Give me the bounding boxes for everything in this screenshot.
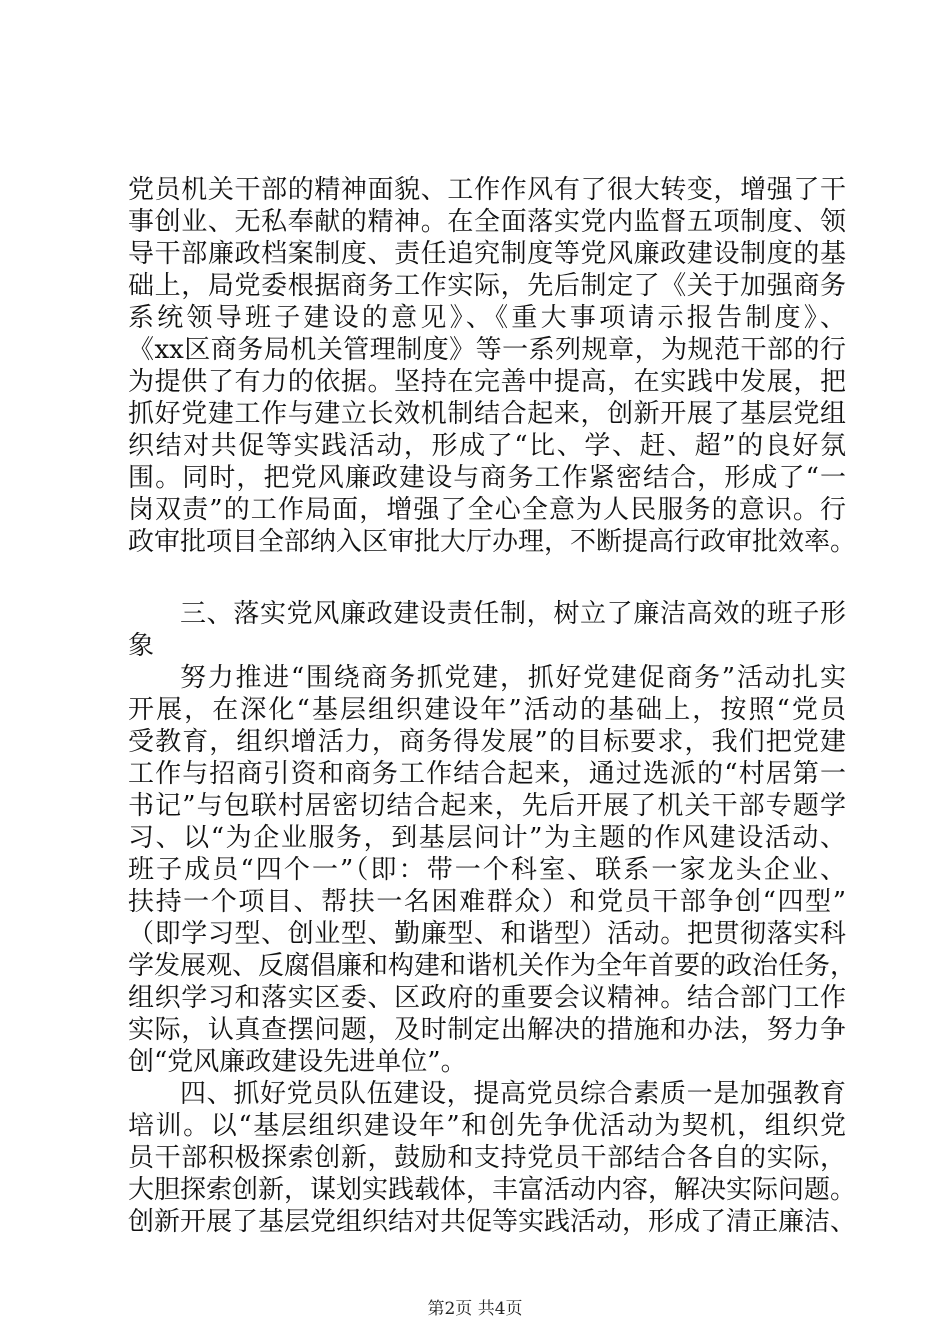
section-heading-three [128,598,846,662]
text-line: 扶持一个项目、帮扶一名困难群众）和党员干部争创“四型” [128,887,846,917]
text-line: 创新开展了基层党组织结对共促等实践活动，形成了清正廉洁、 [128,1207,857,1237]
text-line: 开展，在深化“基层组织建设年”活动的基础上，按照“党员 [128,695,846,725]
text-line: 为提供了有力的依据。坚持在完善中提高，在实践中发展，把 [128,367,846,397]
text-line: 书记”与包联村居密切结合起来，先后开展了机关干部专题学 [128,791,846,821]
text-line: 员干部积极探索创新，鼓励和支持党员干部结合各自的实际， [128,1143,846,1173]
paragraph-section-three [128,662,857,1078]
text-line: 习、以“为企业服务，到基层问计”为主题的作风建设活动、 [128,823,846,853]
text-line: 受教育，组织增活力，商务得发展”的目标要求，我们把党建 [128,727,846,757]
text-line: 党员机关干部的精神面貌、工作作风有了很大转变，增强了干 [128,175,846,205]
page-number-label: 第2页 共4页 [427,1299,523,1319]
text-line: 创“党风廉政建设先进单位”。 [128,1047,467,1077]
text-line: （即学习型、创业型、勤廉型、和谐型）活动。把贯彻落实科 [128,919,846,949]
text-line: 学发展观、反腐倡廉和构建和谐机关作为全年首要的政治任务， [128,951,857,981]
text-line: 事创业、无私奉献的精神。在全面落实党内监督五项制度、领 [128,207,846,237]
page-footer [0,1298,950,1320]
document-body [128,174,857,1238]
text-line: 础上，局党委根据商务工作实际，先后制定了《关于加强商务 [128,271,846,301]
heading-line: 三、落实党风廉政建设责任制，树立了廉洁高效的班子形 [180,599,846,629]
text-line: 组织学习和落实区委、区政府的重要会议精神。结合部门工作 [128,983,846,1013]
text-line: 大胆探索创新，谋划实践载体，丰富活动内容，解决实际问题。 [128,1175,857,1205]
text-line: 系统领导班子建设的意见》、《重大事项请示报告制度》、 [128,303,846,333]
paragraph-spacer [128,558,846,598]
paragraph-continuation [128,174,857,558]
text-line: 四、抓好党员队伍建设，提高党员综合素质一是加强教育 [180,1079,846,1109]
text-line: 工作与招商引资和商务工作结合起来，通过选派的“村居第一 [128,759,846,789]
paragraph-section-four [128,1078,857,1238]
text-line: 培训。以“基层组织建设年”和创先争优活动为契机，组织党 [128,1111,846,1141]
text-line: 导干部廉政档案制度、责任追究制度等党风廉政建设制度的基 [128,239,846,269]
text-line: 围。同时，把党风廉政建设与商务工作紧密结合，形成了“一 [128,463,846,493]
heading-line: 象 [128,631,155,661]
text-line: 织结对共促等实践活动，形成了“比、学、赶、超”的良好氛 [128,431,846,461]
text-line: 实际，认真查摆问题，及时制定出解决的措施和办法，努力争 [128,1015,846,1045]
text-line: 抓好党建工作与建立长效机制结合起来，创新开展了基层党组 [128,399,846,429]
text-line: 政审批项目全部纳入区审批大厅办理，不断提高行政审批效率。 [128,527,857,557]
text-line: 班子成员“四个一”（即：带一个科室、联系一家龙头企业、 [128,855,846,885]
text-line: 努力推进“围绕商务抓党建，抓好党建促商务”活动扎实 [180,663,846,693]
text-line: 岗双责”的工作局面，增强了全心全意为人民服务的意识。行 [128,495,846,525]
text-line: 《xx区商务局机关管理制度》等一系列规章，为规范干部的行 [128,335,846,365]
